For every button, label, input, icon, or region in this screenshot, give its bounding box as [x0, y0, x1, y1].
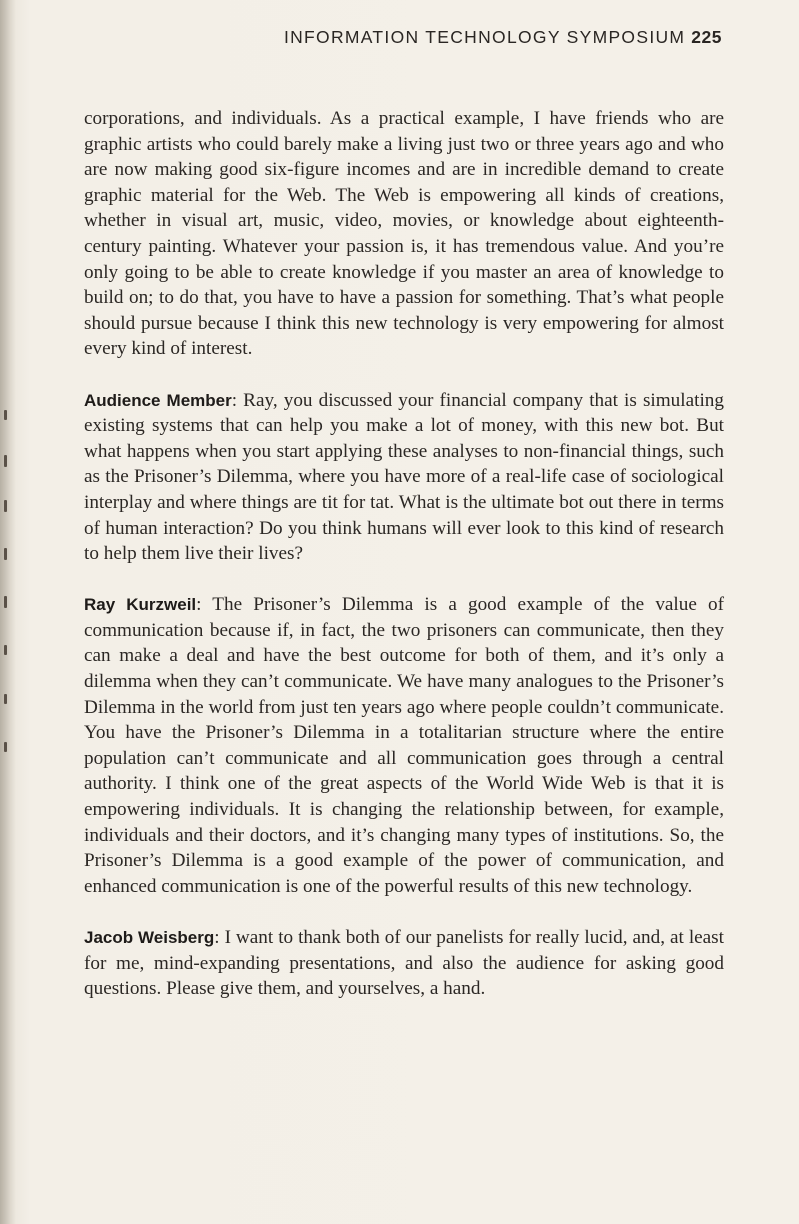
- speaker-name: Audience Member: [84, 390, 232, 410]
- margin-mark: [4, 455, 7, 467]
- paragraph-text: corporations, and individuals. As a practical example, I have friends who are graphic artists who could barely make a living just two or three years ago and who are now making good six-figure incomes and are in incredible demand to create graphic material for the Web. The Web is empowering all kinds of creations, whether in visual art, music, video, movies, or knowledge about eighteenth-century painting. Whatever your passion is, it has tremendous value. And you’re only going to be able to create knowledge if you master an area of knowledge to build on; to do that, you have to have a passion for something. That’s what people should pursue because I think this new technology is very empowering for almost every kind of interest.: [84, 108, 724, 360]
- binding-gutter: [0, 0, 16, 1224]
- paragraph: [84, 106, 724, 362]
- margin-mark: [4, 410, 7, 420]
- margin-mark: [4, 742, 7, 752]
- running-head-title: INFORMATION TECHNOLOGY SYMPOSIUM: [283, 27, 686, 47]
- speaker-name: Ray Kurzweil: [84, 595, 197, 615]
- margin-mark: [4, 645, 7, 655]
- paragraph: Ray Kurzweil: The Prisoner’s Dilemma is a good example of the value of communication because if, in fact, the two prisoners can communicate, then they can make a deal and have the best outcome for both of them, and it’s only a dilemma when they can’t communicate. We have many analogues to the Prisoner’s Dilemma in the world from just ten years ago where people couldn’t communicate. You have the Prisoner’s Dilemma in a totalitarian structure where the entire population can’t communicate and all communication goes through a central authority. I think one of the great aspects of the World Wide Web is that it is empowering individuals. It is changing the relationship between, for example, individuals and their doctors, and it’s changing many types of institutions. So, the Prisoner’s Dilemma is a good example of the power of communication, and enhanced communication is one of the powerful results of this new technology.: [84, 594, 724, 897]
- paragraph-text: Ray, you discussed your financial company that is simulating existing systems that can help you make a lot of money, with this new bot. But what happens when you start applying these analyses to non-financial things, such as the Prisoner’s Dilemma, where you have more of a real-life case of sociological interplay and where things are tit for tat. What is the ultimate bot out there in terms of human interaction? Do you think humans will ever look to this kind of research to help them live their lives?: [84, 389, 724, 565]
- paragraph: Audience Member: Ray, you discussed your financial company that is simulating existing systems that can help you make a lot of money, with this new bot. But what happens when you start applying these analyses to non-financial things, such as the Prisoner’s Dilemma, where you have more of a real-life case of sociological interplay and where things are tit for tat. What is the ultimate bot out there in terms of human interaction? Do you think humans will ever look to this kind of research to help them live their lives?: [84, 389, 724, 565]
- paragraph-text: The Prisoner’s Dilemma is a good example of the value of communication because if, in fact, the two prisoners can communicate, then they can make a deal and have the best outcome for both of them, and it’s only a dilemma when they can’t communicate. We have many analogues to the Prisoner’s Dilemma in the world from just ten years ago where people couldn’t communicate. You have the Prisoner’s Dilemma in a totalitarian structure where the entire population can’t communicate and all communication goes through a central authority. I think one of the great aspects of the World Wide Web is that it is empowering individuals. It is changing the relationship between, for example, individuals and their doctors, and it’s changing many types of institutions. So, the Prisoner’s Dilemma is a good example of the power of communication, and enhanced communication is one of the powerful results of this new technology.: [84, 594, 724, 897]
- margin-mark: [4, 694, 7, 704]
- paragraph-text: I want to thank both of our panelists for really lucid, and, at least for me, mind-expanding presentations, and also the audience for asking good questions. Please give them, and yourselves, a hand.: [84, 927, 724, 1000]
- paragraph: Jacob Weisberg: I want to thank both of our panelists for really lucid, and, at least for me, mind-expanding presentations, and also the audience for asking good questions. Please give them, and yourselves, a hand.: [84, 927, 724, 1000]
- speaker-name: Jacob Weisberg: [84, 928, 215, 947]
- page-number: 225: [691, 27, 722, 47]
- margin-mark: [4, 500, 7, 512]
- margin-mark: [4, 548, 7, 560]
- running-head: [84, 27, 722, 48]
- body-text: [84, 106, 724, 1027]
- margin-mark: [4, 596, 7, 608]
